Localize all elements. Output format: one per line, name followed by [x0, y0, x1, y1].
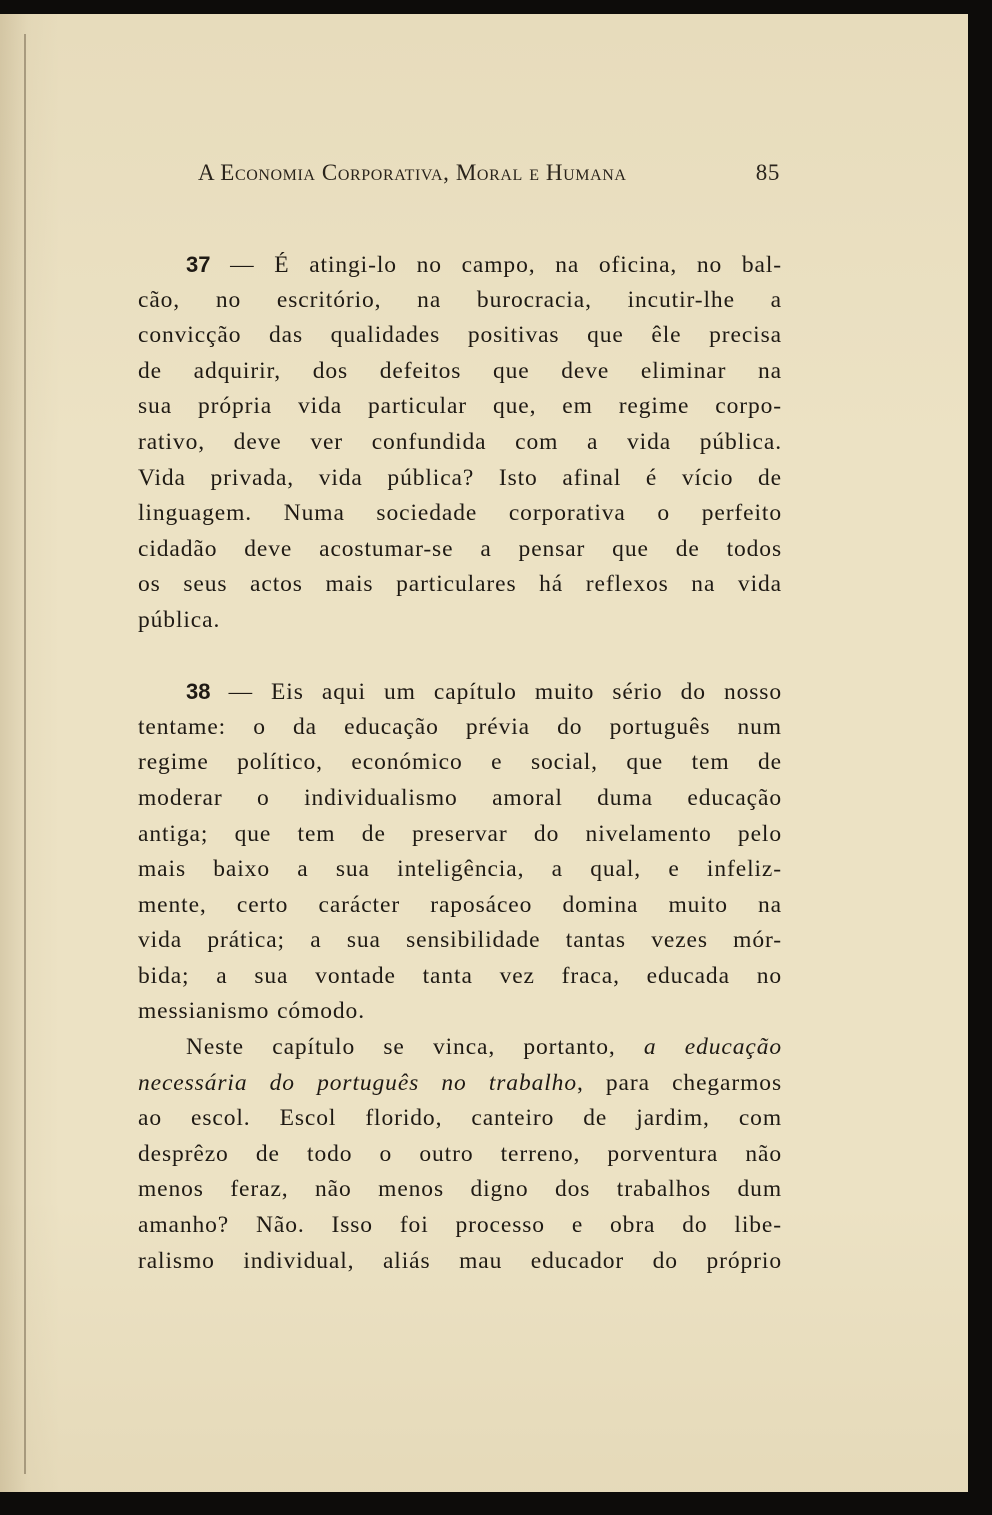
body-text [138, 247, 782, 1279]
paragraph-gap [138, 639, 782, 675]
text-line: menos feraz, não menos digno dos trabalhos dum [138, 1176, 782, 1203]
text-line: convicção das qualidades positivas que êle precisa [138, 322, 782, 349]
text-line: moderar o individualismo amoral duma educação [138, 784, 782, 811]
text-line-content: — Eis aqui um capítulo muito sério do nosso [210, 679, 782, 706]
text-line [138, 674, 782, 710]
text-line: rativo, deve ver confundida com a vida pública. [138, 428, 782, 455]
text-line: amanho? Não. Isso foi processo e obra do libe- [138, 1212, 782, 1239]
text-line: tentame: o da educação prévia do português num [138, 713, 782, 740]
page-gutter-shadow [24, 34, 26, 1474]
text-line: mais baixo a sua inteligência, a qual, e infeliz- [138, 856, 782, 883]
text-line: linguagem. Numa sociedade corporativa o perfeito [138, 500, 782, 527]
text-line: antiga; que tem de preservar do nivelamento pelo [138, 820, 782, 847]
text-line: messianismo cómodo. [138, 998, 365, 1025]
text-line: ao escol. Escol florido, canteiro de jardim, com [138, 1105, 782, 1132]
page-number: 85 [755, 160, 780, 185]
running-header [198, 160, 780, 196]
text-line-content: — É atingi-lo no campo, na oficina, no bal- [210, 252, 782, 278]
text-line: cão, no escritório, na burocracia, incutir-lhe a [138, 286, 782, 313]
text-line: desprêzo de todo o outro terreno, porventura não [138, 1140, 782, 1167]
text-line: Vida privada, vida pública? Isto afinal é vício de [138, 464, 782, 491]
text-line: de adquirir, dos defeitos que deve eliminar na [138, 357, 782, 384]
text-line [138, 1066, 782, 1102]
italic-phrase: necessária do português no trabalho [138, 1069, 577, 1096]
text-line: pública. [138, 606, 221, 633]
running-header-title: A Economia Corporativa, Moral e Humana [198, 160, 627, 185]
text-line: ralismo individual, aliás mau educador do próprio [138, 1247, 782, 1274]
book-page [0, 14, 968, 1492]
italic-phrase: a educação [643, 1034, 782, 1061]
text-line: regime político, económico e social, que tem de [138, 749, 782, 776]
text-line: sua própria vida particular que, em regime corpo- [138, 393, 782, 420]
text-line: bida; a sua vontade tanta vez fraca, educada no [138, 962, 782, 989]
text-line: os seus actos mais particulares há reflexos na vida [138, 571, 782, 598]
text-line [138, 247, 782, 283]
text-line: vida prática; a sua sensibilidade tantas vezes mór- [138, 927, 782, 954]
text-line: cidadão deve acostumar-se a pensar que de todos [138, 535, 782, 562]
paragraph-number: 37 [186, 252, 211, 277]
paragraph-number: 38 [186, 679, 211, 705]
text-line: mente, certo carácter raposáceo domina muito na [138, 891, 782, 918]
text-line-content: Neste capítulo se vinca, portanto, [186, 1034, 644, 1061]
text-line [138, 1030, 782, 1066]
text-line-content: , para chegarmos [576, 1069, 782, 1096]
